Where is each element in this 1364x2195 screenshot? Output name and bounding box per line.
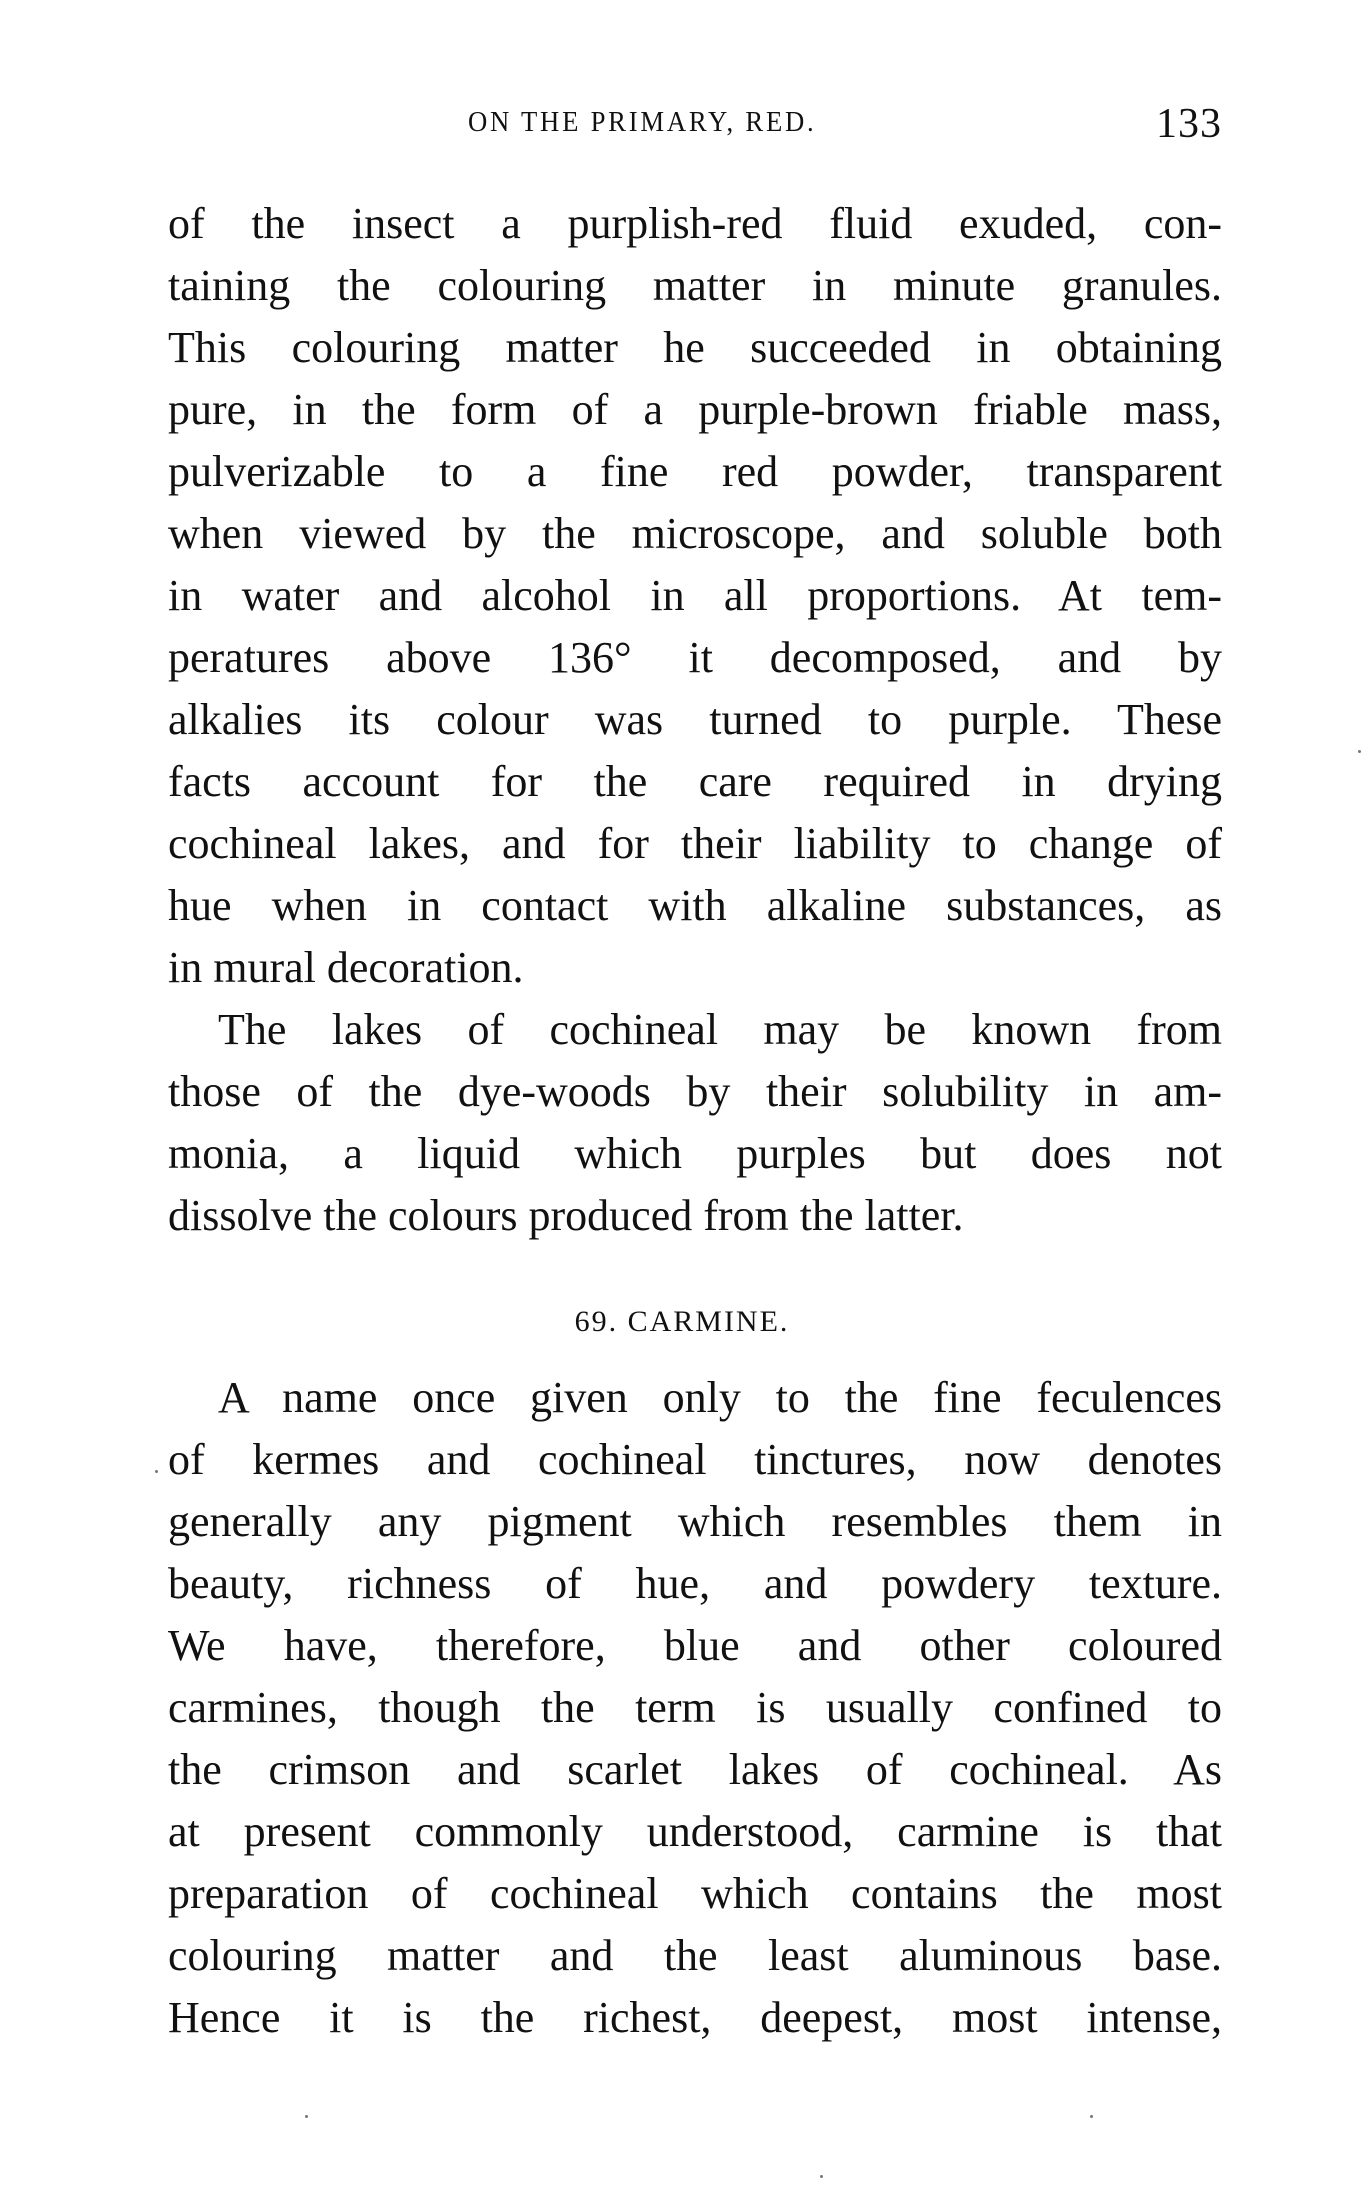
text-line: beauty, richness of hue, and powdery texture.: [168, 1559, 1222, 1608]
running-header: [168, 102, 1222, 146]
text-line: the crimson and scarlet lakes of cochineal. As: [168, 1745, 1222, 1794]
text-line: We have, therefore, blue and other coloured: [168, 1621, 1222, 1670]
text-line: colouring matter and the least aluminous base.: [168, 1931, 1222, 1980]
text-line: hue when in contact with alkaline substances, as: [168, 881, 1222, 930]
text-line: pulverizable to a fine red powder, transparent: [168, 447, 1222, 496]
text-line: cochineal lakes, and for their liability to change of: [168, 819, 1222, 868]
scan-speck: [820, 2175, 823, 2178]
text-line: Hence it is the richest, deepest, most intense,: [168, 1993, 1222, 2042]
text-line: monia, a liquid which purples but does not: [168, 1129, 1222, 1178]
text-line: of the insect a purplish-red fluid exuded, con-: [168, 199, 1222, 248]
text-line: generally any pigment which resembles them in: [168, 1497, 1222, 1546]
text-line: alkalies its colour was turned to purple. These: [168, 695, 1222, 744]
text-line: those of the dye-woods by their solubility in am-: [168, 1067, 1222, 1116]
text-line: The lakes of cochineal may be known from: [218, 1005, 1222, 1054]
text-line: facts account for the care required in drying: [168, 757, 1222, 806]
text-line: A name once given only to the fine feculences: [218, 1373, 1222, 1422]
text-line: dissolve the colours produced from the latter.: [168, 1191, 964, 1240]
running-title: ON THE PRIMARY, RED.: [468, 106, 817, 138]
page-number: 133: [1156, 101, 1222, 147]
text-line: in mural decoration.: [168, 943, 524, 992]
scan-speck: [305, 2115, 308, 2118]
text-line: pure, in the form of a purple-brown friable mass,: [168, 385, 1222, 434]
text-line: This colouring matter he succeeded in obtaining: [168, 323, 1222, 372]
scan-speck: [1358, 750, 1361, 753]
text-line: when viewed by the microscope, and soluble both: [168, 509, 1222, 558]
text-line: at present commonly understood, carmine is that: [168, 1807, 1222, 1856]
text-line: peratures above 136° it decomposed, and by: [168, 633, 1222, 682]
scan-speck: [155, 1470, 158, 1473]
text-line: carmines, though the term is usually confined to: [168, 1683, 1222, 1732]
section-heading: 69. CARMINE.: [574, 1305, 790, 1338]
text-line: preparation of cochineal which contains the most: [168, 1869, 1222, 1918]
text-line: in water and alcohol in all proportions. At tem-: [168, 571, 1222, 620]
scan-speck: [1090, 2115, 1093, 2118]
text-line: of kermes and cochineal tinctures, now denotes: [168, 1435, 1222, 1484]
text-line: taining the colouring matter in minute granules.: [168, 261, 1222, 310]
